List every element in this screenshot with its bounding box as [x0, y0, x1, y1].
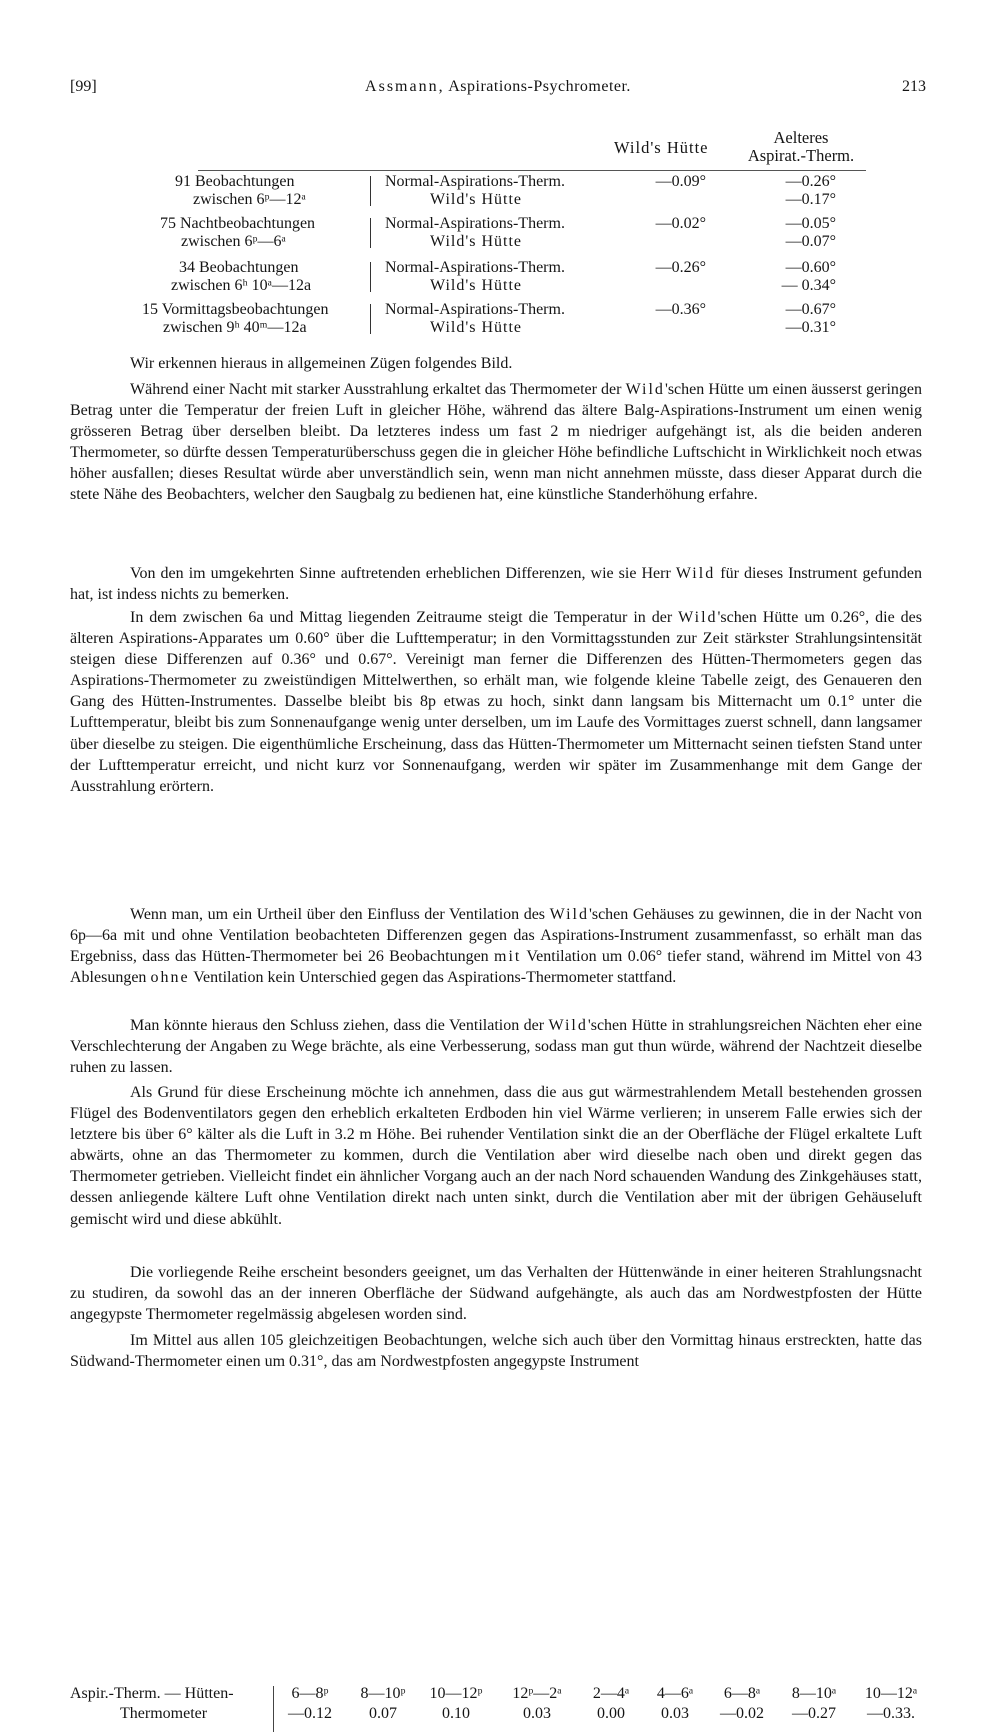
interval-header: 2—4ᵃ — [592, 1685, 630, 1702]
page-number: 213 — [902, 78, 926, 95]
group-label: zwischen 6ᵖ—6ᵃ — [181, 233, 286, 250]
group-brace — [370, 262, 377, 292]
interval-value: 0.10 — [442, 1705, 470, 1722]
interval-value: —0.33. — [867, 1705, 915, 1722]
instrument-label: Normal-Aspirations-Therm. — [385, 173, 565, 190]
paragraph-9 — [70, 1330, 922, 1372]
group-label: zwischen 6ᵖ—12ᵃ — [193, 191, 306, 208]
spaced-word: ohne — [150, 969, 190, 987]
instrument-label: Wild's Hütte — [430, 319, 523, 336]
paragraph-text: Im Mittel aus allen 105 gleichzeitigen Beobachtungen, welche sich auch über den Vormittag hinaus erstreckten, hatte das Südwand-Thermometer einen um 0.31°, das am Nordwestpfosten angegypste Instrument — [70, 1332, 922, 1371]
paragraph-text: In dem zwischen 6a und Mittag liegenden Zeitraume steigt die Temperatur in der — [130, 609, 679, 626]
value-wild: —0.09° — [655, 173, 706, 190]
paragraph-text: Als Grund für diese Erscheinung möchte ich annehmen, dass die aus gut wärmestrahlendem Metall bestehenden grossen Flügel des Bodenventilators gegen den erheblich erkalteten Erdboden hin viel Wärme verlieren; in unserem Falle erwies sich der letztere bis über 6° kälter als die Luft in 3.2 m Höhe. Bei ruhender Ventilation sinkt die an der Oberfläche der Flügel erkaltete Luft abwärts, ohne an das Thermometer zu kommen, durch die Ventilation aber wird dieselbe nach oben und direkt gegen das Thermometer getrieben. Vielleicht findet ein ähnlicher Vorgang auch an der nach Nord schauenden Wandung des Zinkgehäuses statt, dessen anliegende kältere Luft ohne Ventilation direkt nach unten sinkt, durch die Ventilation aber mit der übrigen Gehäuseluft gemischt wird und diese abkühlt. — [70, 1084, 922, 1228]
interval-value: 0.03 — [523, 1705, 551, 1722]
value-aelteres: — 0.34° — [781, 277, 836, 294]
group-label: 75 Nachtbeobachtungen — [160, 215, 316, 232]
value-aelteres: —0.07° — [785, 233, 836, 250]
group-brace — [370, 176, 377, 206]
value-aelteres: —0.05° — [785, 215, 836, 232]
running-title-author: Assmann, — [365, 78, 445, 95]
paragraph-3 — [70, 563, 922, 605]
spaced-name: Wild — [675, 565, 716, 582]
paragraph-text: Die vorliegende Reihe erscheint besonders geeignet, um das Verhalten der Hüttenwände in einer heiteren Strahlungsnacht zu studiren, da sowohl das an der inneren Oberfläche der Südwand aufgehängte, als auch das am Nordwestpfosten der Hütte angegypste Thermometer regelmässig abgelesen worden sind. — [70, 1264, 922, 1324]
spaced-word: mit — [494, 948, 522, 966]
running-head — [70, 78, 926, 102]
instrument-label: Normal-Aspirations-Therm. — [385, 215, 565, 232]
paragraph-4 — [70, 607, 922, 797]
col-header-aelteres-1: Aelteres — [773, 128, 829, 147]
group-label: zwischen 9ʰ 40ᵐ—12a — [163, 319, 307, 336]
table-header-rule — [198, 170, 866, 171]
spaced-name: Wild — [549, 906, 589, 923]
paragraph-8 — [70, 1262, 922, 1325]
instrument-label: Normal-Aspirations-Therm. — [385, 301, 565, 318]
group-label: 15 Vormittagsbeobachtungen — [142, 301, 329, 318]
paragraph-text: Von den im umgekehrten Sinne auftretenden erheblichen Differenzen, wie sie Herr — [130, 565, 676, 582]
value-aelteres: —0.17° — [785, 191, 836, 208]
interval-value: —0.12 — [288, 1705, 332, 1722]
value-wild: —0.26° — [655, 259, 706, 276]
paragraph-5 — [70, 904, 922, 988]
paragraph-text: 'schen Hütte um 0.26°, die des älteren Aspirations-Apparates um 0.60° über die Lufttemperatur; in den Vormittagsstunden zur Zeit stärkster Strahlungsintensität steigen diese Differenzen auf 0.36° und 0.67°. Vereinigt man ferner die Differenzen des Hütten-Thermometers gegen das Aspirations-Thermometer zu zweistündigen Mittelwerthen, so erhält man, wie folgende kleine Tabelle zeigt, des Genaueren den Gang des Hütten-Instrumentes. Dasselbe bleibt bis 8p etwas zu hoch, sinkt dann langsam bis Mitternacht um 0.1° unter die Lufttemperatur, bleibt bis zum Sonnenaufgange wenig unter derselben, um im Laufe des Vormittages zuerst schnell, dann langsamer über dieselbe zu steigen. Die eigenthümliche Erscheinung, dass das Hütten-Thermometer um Mitternacht seinen tiefsten Stand unter der Lufttemperatur erreicht, und nicht kurz vor Sonnenaufgang, werden wir später im Zusammenhange mit dem Gange der Ausstrahlung erörtern. — [70, 609, 922, 795]
value-aelteres: —0.67° — [785, 301, 836, 318]
interval-header: 10—12ᵃ — [864, 1685, 918, 1702]
interval-value: 0.00 — [597, 1705, 625, 1722]
paragraph-text: für dieses Instrument gefunden hat, ist indess nichts zu bemerken. — [70, 565, 922, 604]
paragraph-2 — [70, 379, 922, 506]
col-header-wild: Wild's Hütte — [614, 138, 709, 157]
value-wild: —0.02° — [655, 215, 706, 232]
interval-table-label: Aspir.-Therm. — Hütten- — [70, 1685, 234, 1702]
paragraph-text: Während einer Nacht mit starker Ausstrahlung erkaltet das Thermometer der — [130, 381, 626, 398]
col-header-aelteres-2: Aspirat.-Therm. — [747, 146, 855, 165]
interval-value: 0.07 — [369, 1705, 397, 1722]
group-brace — [370, 218, 377, 248]
spaced-name: Wild — [625, 381, 665, 398]
spaced-name: Wild — [548, 1017, 588, 1034]
table-divider — [273, 1686, 274, 1732]
running-title — [70, 78, 926, 96]
group-label: 91 Beobachtungen — [175, 173, 295, 190]
interval-value: —0.02 — [720, 1705, 764, 1722]
interval-header: 6—8ᵃ — [723, 1685, 761, 1702]
instrument-label: Wild's Hütte — [430, 233, 523, 250]
value-wild: —0.36° — [655, 301, 706, 318]
paragraph-text: 'schen Hütte um einen äusserst geringen Betrag unter die Temperatur der freien Luft in gleicher Höhe, während das ältere Balg-Aspirations-Instrument um einen wenig grösseren Betrag über derselben bleibt. Da letzteres indess um fast 2 m niedriger aufgehängt ist, als die beiden anderen Thermometer, so dürfte dessen Temperaturüberschuss gegen die in gleicher Höhe befindliche Luftschicht in Wirklichkeit noch etwas höher ausfallen; dieses Resultat würde aber unverständlich sein, wenn man nicht annehmen müsste, dass dieser Apparat durch die stete Nähe des Beobachters, welcher den Saugbalg zu bedienen hat, eine künstliche Standerhöhung erfahre. — [70, 381, 922, 504]
instrument-label: Wild's Hütte — [430, 191, 523, 208]
interval-table-label: Thermometer — [120, 1705, 208, 1722]
group-label: 34 Beobachtungen — [179, 259, 299, 276]
instrument-label: Normal-Aspirations-Therm. — [385, 259, 565, 276]
paragraph-6 — [70, 1015, 922, 1078]
interval-header: 6—8ᵖ — [291, 1685, 329, 1702]
group-label: zwischen 6ʰ 10ᵃ—12a — [171, 277, 312, 294]
interval-header: 4—6ᵃ — [656, 1685, 694, 1702]
interval-header: 8—10ᵃ — [791, 1685, 837, 1702]
paragraph-text: Ventilation kein Unterschied gegen das Aspirations-Thermometer stattfand. — [189, 969, 677, 987]
instrument-label: Wild's Hütte — [430, 277, 523, 294]
paragraph-text: Wir erkennen hieraus in allgemeinen Zügen folgendes Bild. — [130, 355, 513, 372]
paragraph-text: Man könnte hieraus den Schluss ziehen, dass die Ventilation der — [130, 1017, 549, 1034]
interval-header: 10—12ᵖ — [429, 1685, 483, 1702]
paragraph-text: 'schen Gehäuses zu gewinnen, die in der Nacht von 6p—6a mit und ohne Ventilation beobachteten Differenzen gegen das Aspirations-Instrument zusammenfasst, so erhält man das Ergebniss, dass das Hütten-Thermometer bei 26 Beobachtungen — [70, 906, 923, 966]
group-brace — [370, 304, 377, 334]
value-aelteres: —0.31° — [785, 319, 836, 336]
paragraph-text: 'schen Hütte in strahlungsreichen Nächten eher eine Verschlechterung der Angaben zu Wege brächte, als eine Verbesserung, sodass man gut thun würde, während der Nachtzeit dieselbe ruhen zu lassen. — [70, 1017, 923, 1077]
running-title-rest: Aspirations-Psychrometer. — [448, 78, 631, 95]
paragraph-text: Wenn man, um ein Urtheil über den Einfluss der Ventilation des — [130, 906, 550, 923]
paragraph-text: Ventilation um 0.06° tiefer stand, während im Mittel von 43 Ablesungen — [70, 948, 923, 987]
interval-header: 8—10ᵖ — [360, 1685, 406, 1702]
paragraph-1 — [70, 353, 922, 374]
interval-value: 0.03 — [661, 1705, 689, 1722]
page-reference: [99] — [70, 78, 97, 95]
spaced-name: Wild — [678, 609, 718, 626]
interval-header: 12ᵖ—2ᵃ — [512, 1685, 562, 1702]
paragraph-7 — [70, 1082, 922, 1230]
interval-value: —0.27 — [792, 1705, 836, 1722]
value-aelteres: —0.26° — [785, 173, 836, 190]
value-aelteres: —0.60° — [785, 259, 836, 276]
